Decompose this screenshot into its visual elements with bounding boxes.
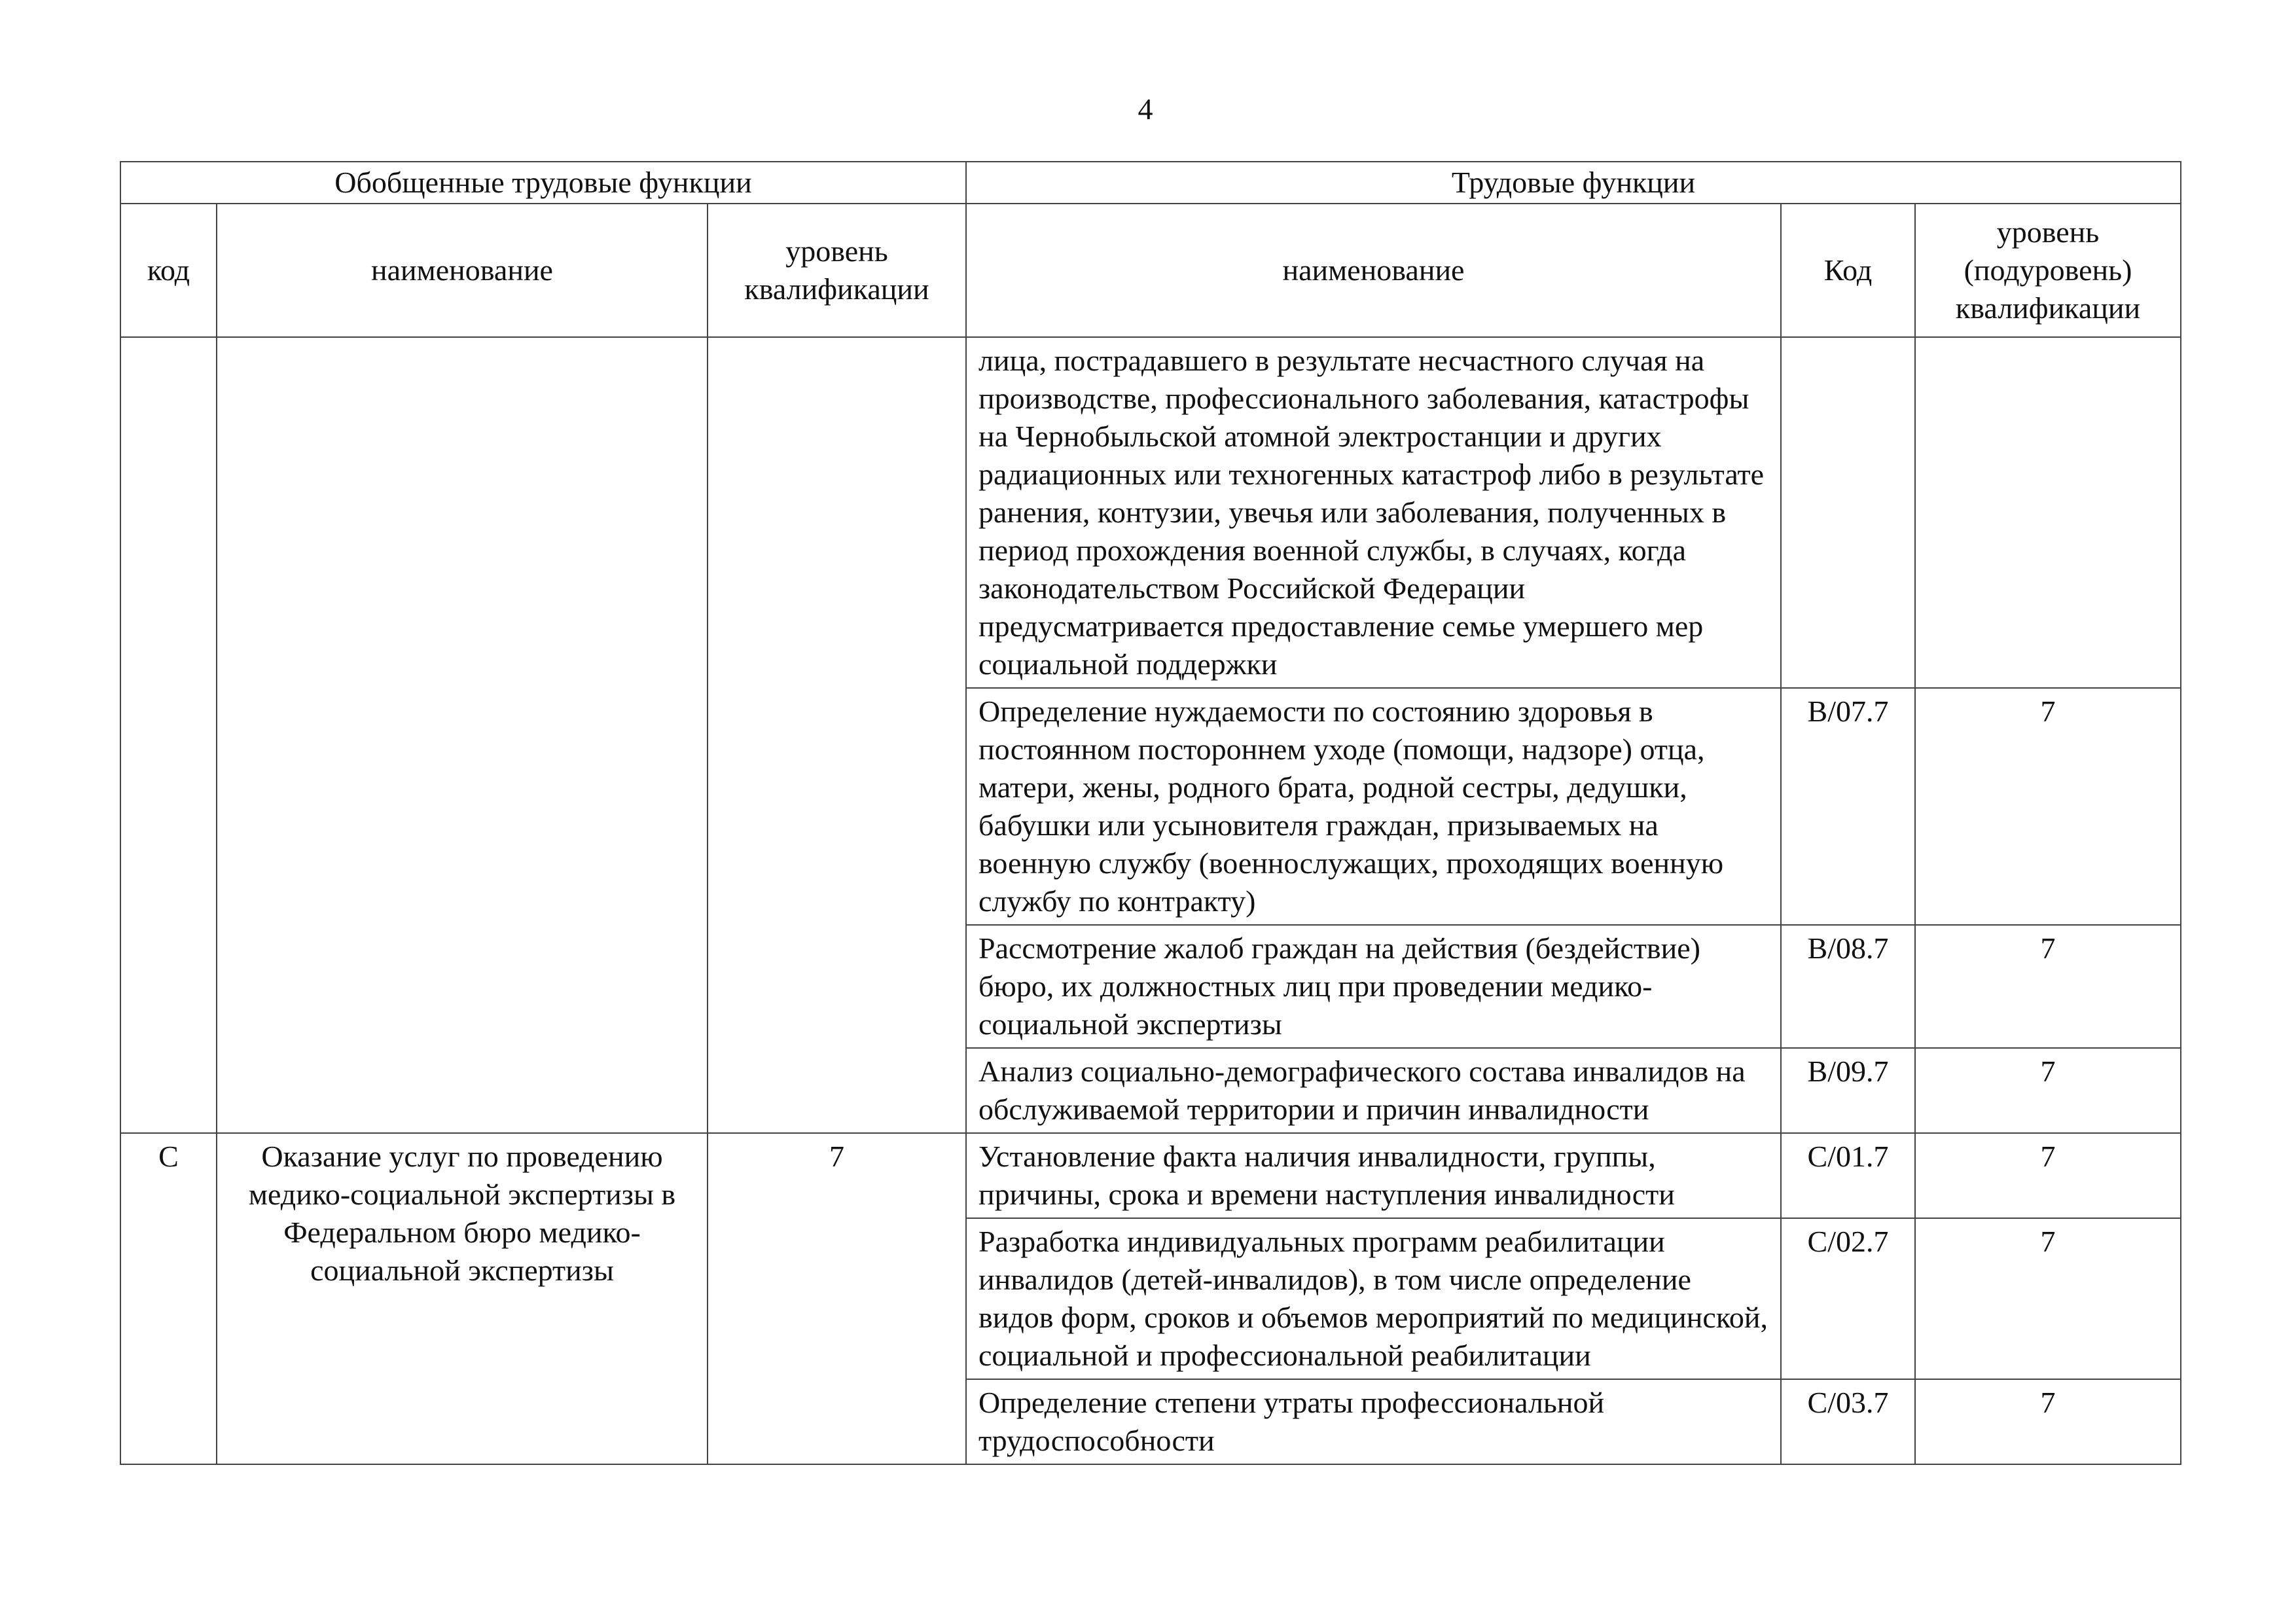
header-level: уровень квалификации bbox=[708, 204, 966, 337]
cell-b-level-cont bbox=[708, 337, 966, 1133]
cell-tf-name: Анализ социально-демографического состава инвалидов на обслуживаемой территории и причин инвалидности bbox=[966, 1048, 1781, 1133]
cell-tf-code: С/03.7 bbox=[1781, 1379, 1915, 1464]
cell-tf-level: 7 bbox=[1915, 925, 2181, 1048]
cell-tf-level: 7 bbox=[1915, 1218, 2181, 1379]
cell-tf-code: В/08.7 bbox=[1781, 925, 1915, 1048]
cell-c-name: Оказание услуг по проведению медико-социальной экспертизы в Федеральном бюро медико-социальной экспертизы bbox=[217, 1133, 708, 1464]
header-name: наименование bbox=[217, 204, 708, 337]
labor-functions-table bbox=[120, 161, 2181, 1465]
cell-c-code: С bbox=[120, 1133, 217, 1464]
column-header-row bbox=[120, 204, 2181, 337]
table-row bbox=[120, 337, 2181, 688]
cell-tf-code: В/09.7 bbox=[1781, 1048, 1915, 1133]
cell-tf-name: Определение нуждаемости по состоянию здоровья в постоянном постороннем уходе (помощи, надзоре) отца, матери, жены, родного брата, родной сестры, дедушки, бабушки или усыновителя граждан, призываемых на военную службу (военнослужащих, проходящих военную службу по контракту) bbox=[966, 688, 1781, 925]
header-tf-code: Код bbox=[1781, 204, 1915, 337]
group-header-functions: Трудовые функции bbox=[966, 162, 2181, 204]
cell-tf-level: 7 bbox=[1915, 1048, 2181, 1133]
cell-tf-level: 7 bbox=[1915, 1133, 2181, 1218]
cell-b-name-cont bbox=[217, 337, 708, 1133]
page-number: 4 bbox=[1138, 92, 1153, 126]
table-row bbox=[120, 1133, 2181, 1218]
cell-b-code-cont bbox=[120, 337, 217, 1133]
cell-tf-code: С/02.7 bbox=[1781, 1218, 1915, 1379]
header-tf-name: наименование bbox=[966, 204, 1781, 337]
cell-tf-level bbox=[1915, 337, 2181, 688]
cell-tf-name: Рассмотрение жалоб граждан на действия (бездействие) бюро, их должностных лиц при проведении медико-социальной экспертизы bbox=[966, 925, 1781, 1048]
cell-tf-level: 7 bbox=[1915, 688, 2181, 925]
cell-tf-name: лица, пострадавшего в результате несчастного случая на производстве, профессионального заболевания, катастрофы на Чернобыльской атомной электростанции и других радиационных или техногенных катастроф либо в результате ранения, контузии, увечья или заболевания, полученных в период прохождения военной службы, в случаях, когда законодательством Российской Федерации предусматривается предоставление семье умершего мер социальной поддержки bbox=[966, 337, 1781, 688]
cell-tf-code: С/01.7 bbox=[1781, 1133, 1915, 1218]
cell-tf-name: Определение степени утраты профессиональной трудоспособности bbox=[966, 1379, 1781, 1464]
cell-tf-level: 7 bbox=[1915, 1379, 2181, 1464]
header-tf-level: уровень (подуровень) квалификации bbox=[1915, 204, 2181, 337]
cell-tf-code: В/07.7 bbox=[1781, 688, 1915, 925]
cell-tf-name: Установление факта наличия инвалидности, группы, причины, срока и времени наступления инвалидности bbox=[966, 1133, 1781, 1218]
cell-tf-name: Разработка индивидуальных программ реабилитации инвалидов (детей-инвалидов), в том числе определение видов форм, сроков и объемов мероприятий по медицинской, социальной и профессиональной реабилитации bbox=[966, 1218, 1781, 1379]
cell-c-level: 7 bbox=[708, 1133, 966, 1464]
group-header-generalized: Обобщенные трудовые функции bbox=[120, 162, 966, 204]
group-header-row bbox=[120, 162, 2181, 204]
cell-tf-code bbox=[1781, 337, 1915, 688]
header-code: код bbox=[120, 204, 217, 337]
